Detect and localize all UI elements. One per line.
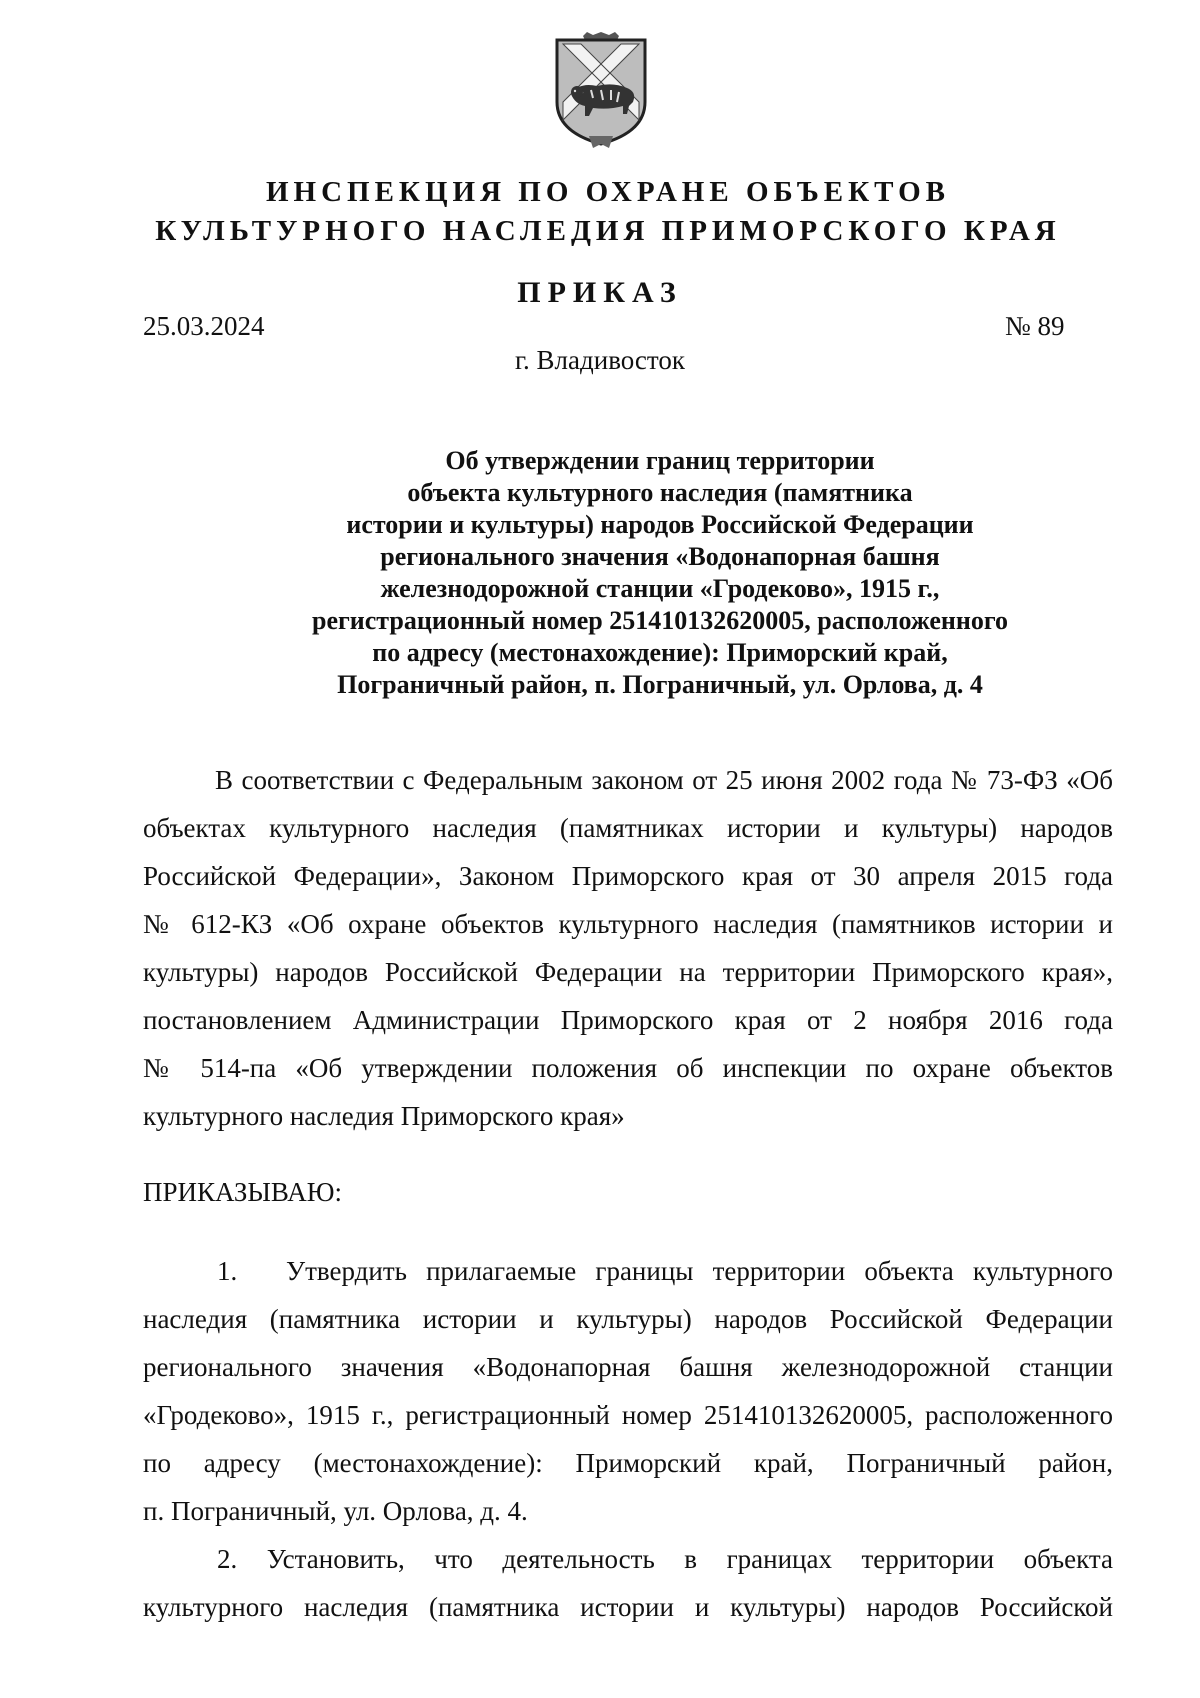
order-date: 25.03.2024 — [143, 311, 265, 341]
subject-line: истории и культуры) народов Российской Федерации — [346, 510, 974, 539]
preamble-line: постановлением Администрации Приморского края от 2 ноября 2016 года — [143, 1005, 1113, 1035]
item-1-line: «Гродеково», 1915 г., регистрационный номер 251410132620005, расположенного — [143, 1400, 1113, 1430]
subject-line: Об утверждении границ территории — [445, 446, 875, 475]
order-subject — [230, 445, 1090, 701]
preamble-line: Российской Федерации», Законом Приморского края от 30 апреля 2015 года — [143, 861, 1113, 891]
subject-line: железнодорожной станции «Гродеково», 1915 г., — [380, 574, 940, 603]
agency-name-line-1: ИНСПЕКЦИЯ ПО ОХРАНЕ ОБЪЕКТОВ — [265, 176, 951, 208]
coat-of-arms-icon — [553, 32, 649, 150]
item-1-number: 1. — [217, 1256, 238, 1286]
preamble-line: № 514-па «Об утверждении положения об инспекции по охране объектов — [143, 1053, 1113, 1083]
subject-line: регистрационный номер 251410132620005, расположенного — [311, 606, 1009, 635]
agency-name-line-2: КУЛЬТУРНОГО НАСЛЕДИЯ ПРИМОРСКОГО КРАЯ — [155, 215, 1061, 247]
order-heading: ПРИКАЗЫВАЮ: — [143, 1177, 342, 1207]
subject-line: Пограничный район, п. Пограничный, ул. Орлова, д. 4 — [337, 670, 983, 699]
preamble-line: культурного наследия Приморского края» — [143, 1101, 625, 1131]
document-type-title: ПРИКАЗ — [517, 276, 683, 309]
item-1-line: регионального значения «Водонапорная башня железнодорожной станции — [143, 1352, 1113, 1382]
subject-line: регионального значения «Водонапорная башня — [380, 542, 940, 571]
subject-line: по адресу (местонахождение): Приморский край, — [372, 638, 948, 667]
item-1-line: по адресу (местонахождение): Приморский край, Пограничный район, — [143, 1448, 1113, 1478]
order-city: г. Владивосток — [515, 345, 685, 375]
item-1-line: наследия (памятника истории и культуры) народов Российской Федерации — [143, 1304, 1113, 1334]
order-number: № 89 — [1005, 311, 1065, 341]
subject-line: объекта культурного наследия (памятника — [407, 478, 913, 507]
preamble-line: № 612-КЗ «Об охране объектов культурного наследия (памятников истории и — [143, 909, 1113, 939]
item-1-line: п. Пограничный, ул. Орлова, д. 4. — [143, 1496, 528, 1526]
item-2-line: 2. Установить, что деятельность в границах территории объекта — [217, 1544, 1113, 1574]
preamble-line: В соответствии с Федеральным законом от 25 июня 2002 года № 73-ФЗ «Об — [215, 765, 1113, 795]
item-2-line: культурного наследия (памятника истории и культуры) народов Российской — [143, 1592, 1113, 1622]
preamble-line: культуры) народов Российской Федерации на территории Приморского края», — [143, 957, 1113, 987]
preamble-line: объектах культурного наследия (памятниках истории и культуры) народов — [143, 813, 1113, 843]
item-1-line: Утвердить прилагаемые границы территории объекта культурного — [286, 1256, 1113, 1286]
